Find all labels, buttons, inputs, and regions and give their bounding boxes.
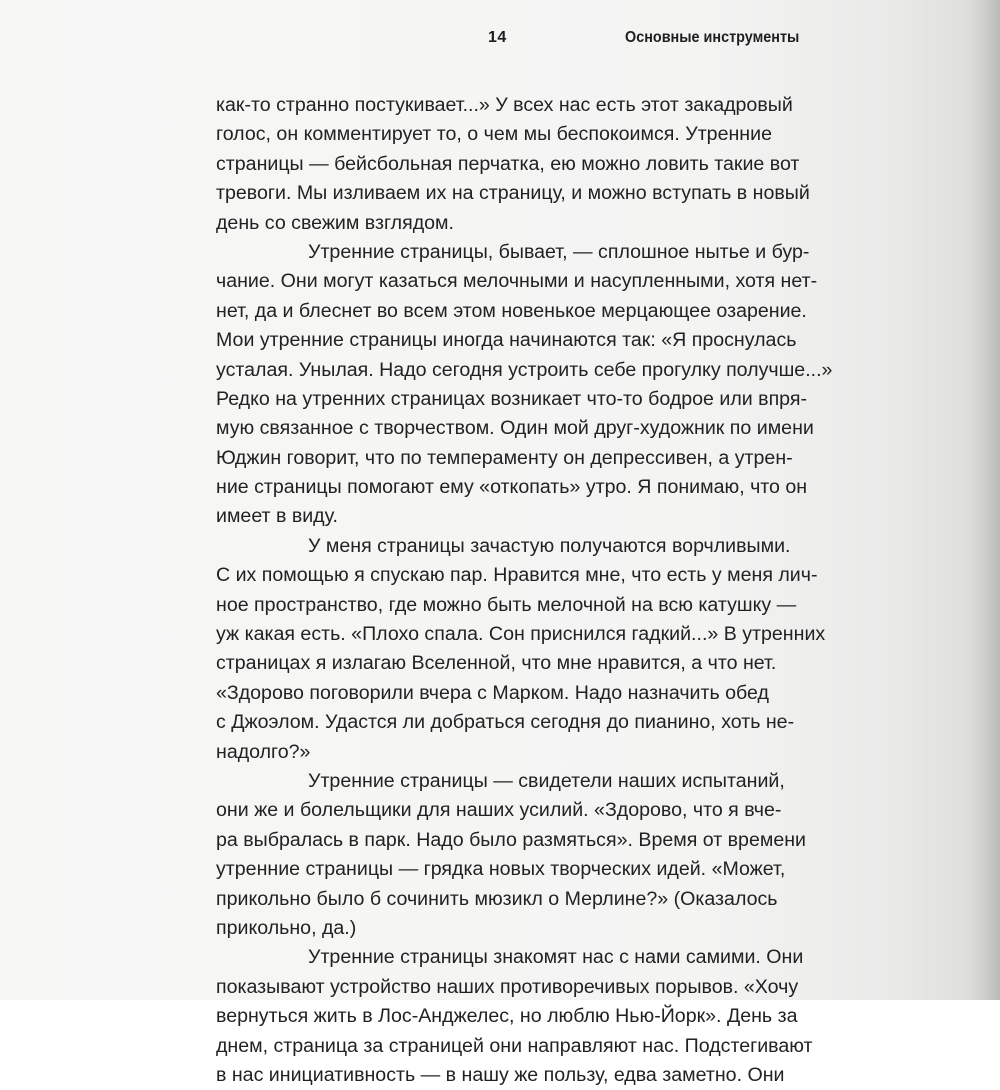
text-line: с Джоэлом. Удастся ли добраться сегодня до пианино, хоть не- [216, 711, 795, 734]
text-line: показывают устройство наших противоречивых порывов. «Хочу [216, 975, 799, 998]
text-line: Юджин говорит, что по темпераменту он депрессивен, а утрен- [216, 446, 793, 469]
text-line: голос, он комментирует то, о чем мы беспокоимся. Утренние [216, 123, 772, 146]
text-line: ние страницы помогают ему «откопать» утро. Я понимаю, что он [216, 476, 808, 499]
text-line: Утренние страницы, бывает, — сплошное нытье и бур- [308, 240, 810, 263]
text-line: Редко на утренних страницах возникает что-то бодрое или впря- [216, 387, 807, 410]
paragraph [216, 532, 826, 767]
text-line: Утренние страницы — свидетели наших испытаний, [308, 769, 785, 792]
text-line: Утренние страницы знакомят нас с нами самими. Они [308, 946, 804, 969]
paragraph [216, 767, 806, 943]
text-line: усталая. Унылая. Надо сегодня устроить себе прогулку получше...» [216, 358, 833, 381]
text-line: У меня страницы зачастую получаются ворчливыми. [308, 534, 791, 557]
text-line: «Здорово поговорили вчера с Марком. Надо назначить обед [216, 681, 769, 704]
paragraph [216, 238, 833, 532]
text-line: чание. Они могут казаться мелочными и насупленными, хотя нет- [216, 270, 818, 293]
text-line: ное пространство, где можно быть мелочной на всю катушку — [216, 593, 797, 616]
page-edge-shadow [966, 0, 1000, 1000]
text-line: Мои утренние страницы иногда начинаются так: «Я проснулась [216, 329, 797, 352]
text-line: нет, да и блеснет во всем этом новенькое мерцающее озарение. [216, 299, 807, 322]
paragraph [216, 91, 810, 238]
text-line: прикольно, да.) [216, 916, 357, 939]
page-number: 14 [488, 29, 507, 46]
text-line: ра выбралась в парк. Надо было размяться». Время от времени [216, 828, 806, 851]
text-line: прикольно было б сочинить мюзикл о Мерлине?» (Оказалось [216, 887, 778, 910]
paragraph [216, 943, 813, 1090]
text-line: страницах я излагаю Вселенной, что мне нравится, а что нет. [216, 652, 777, 675]
text-line: день со свежим взглядом. [216, 211, 454, 234]
text-line: утренние страницы — грядка новых творческих идей. «Может, [216, 858, 786, 881]
text-line: вернуться жить в Лос-Анджелес, но люблю Нью-Йорк». День за [216, 1005, 798, 1028]
text-line: в нас инициативность — в нашу же пользу, едва заметно. Они [216, 1063, 785, 1086]
running-header [0, 24, 1000, 54]
text-line: имеет в виду. [216, 505, 338, 528]
section-title: Основные инструменты [625, 29, 800, 46]
text-line: они же и болельщики для наших усилий. «Здорово, что я вче- [216, 799, 782, 822]
text-line: днем, страница за страницей они направляют нас. Подстегивают [216, 1034, 813, 1057]
text-line: страницы — бейсбольная перчатка, ею можно ловить такие вот [216, 152, 800, 175]
text-line: С их помощью я спускаю пар. Нравится мне, что есть у меня лич- [216, 564, 818, 587]
text-line: уж какая есть. «Плохо спала. Сон приснился гадкий...» В утренних [216, 623, 826, 646]
text-line: надолго?» [216, 740, 311, 763]
text-line: мую связанное с творчеством. Один мой друг-художник по имени [216, 417, 814, 440]
body-text [216, 91, 833, 1090]
text-line: как-то странно постукивает...» У всех нас есть этот закадровый [216, 94, 793, 116]
text-line: тревоги. Мы изливаем их на страницу, и можно вступать в новый [216, 182, 810, 205]
